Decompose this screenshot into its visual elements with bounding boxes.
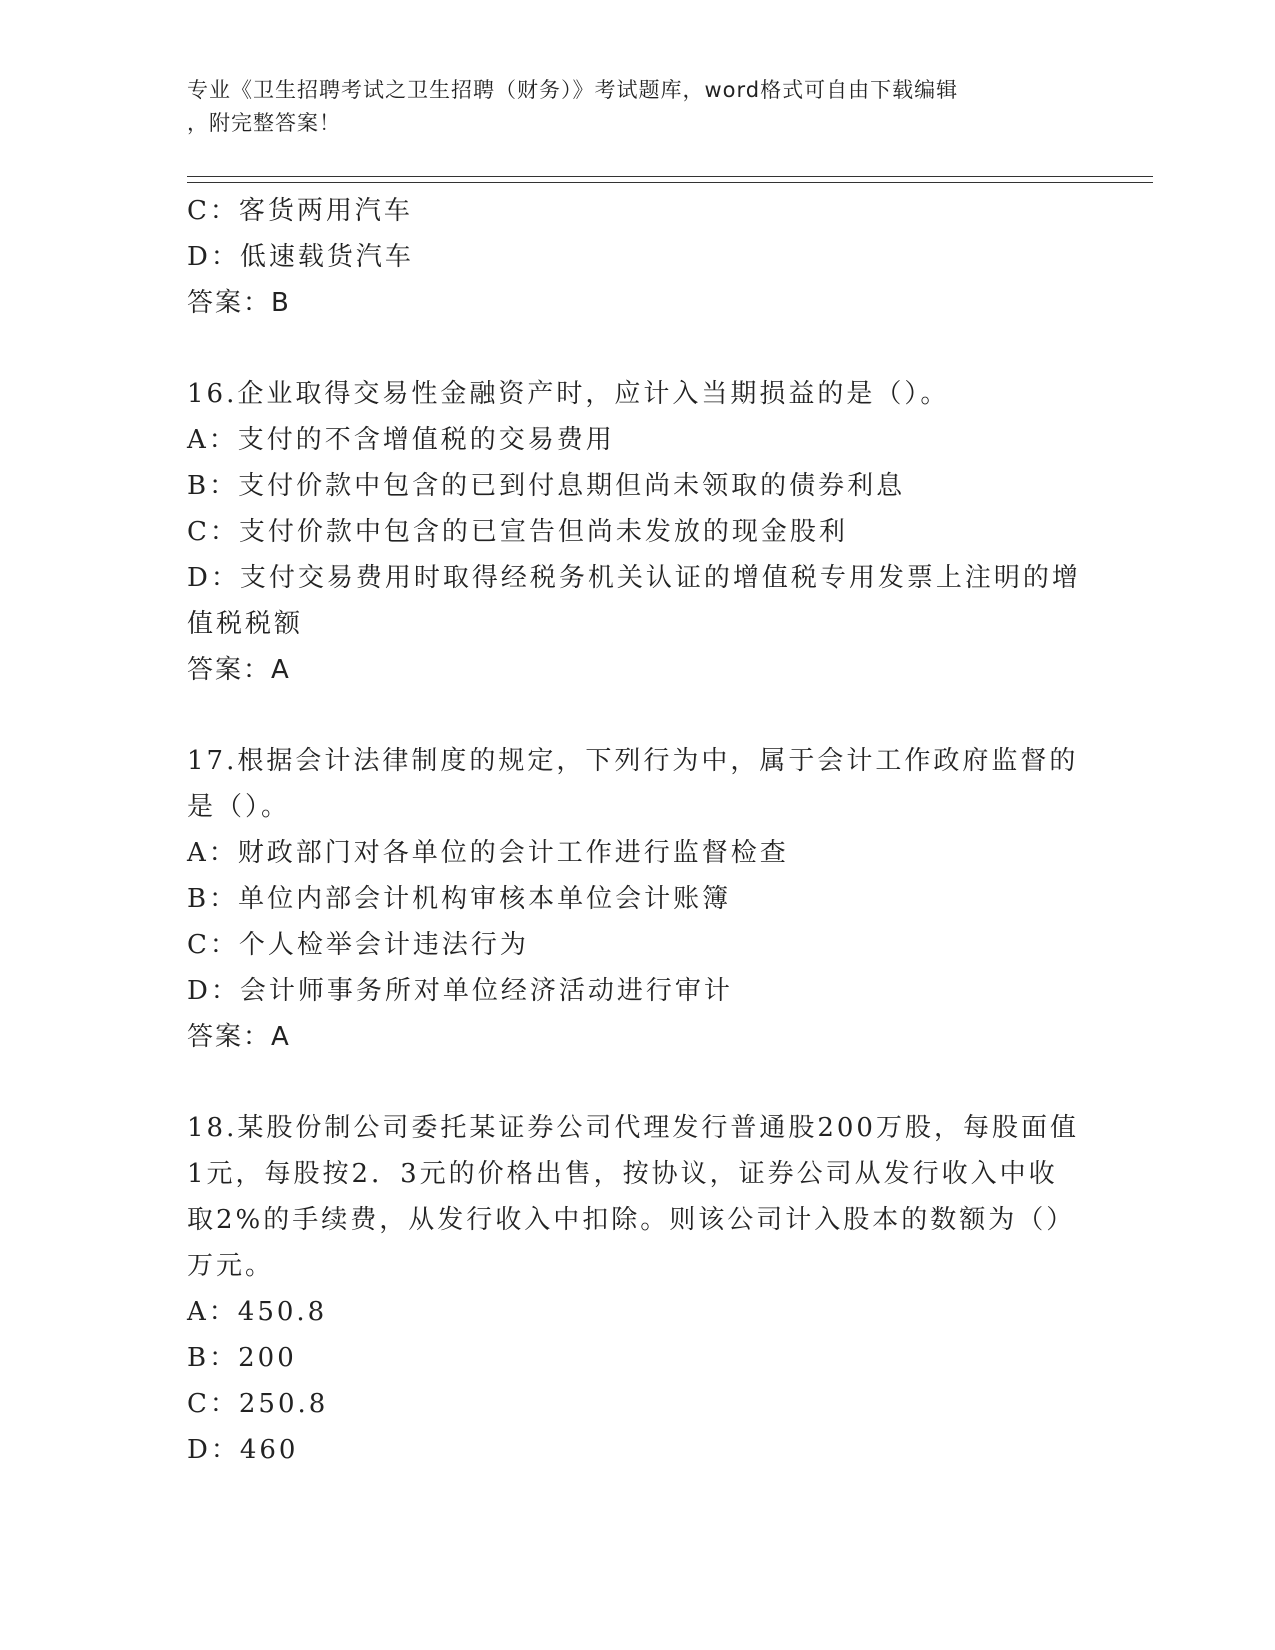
option-b: B：支付价款中包含的已到付息期但尚未领取的债券利息 <box>187 471 906 501</box>
option-c: C：250.8 <box>187 1389 329 1419</box>
question-stem-continued: 取2%的手续费，从发行收入中扣除。则该公司计入股本的数额为（） <box>187 1205 1076 1235</box>
question-content <box>187 188 1087 1473</box>
option-a: A：支付的不含增值税的交易费用 <box>187 425 615 455</box>
answer-line: 答案：A <box>187 655 291 685</box>
answer-line: 答案：B <box>187 288 291 318</box>
header-divider-bottom <box>187 182 1153 183</box>
option-c: C：个人检举会计违法行为 <box>187 930 529 960</box>
option-b: B：单位内部会计机构审核本单位会计账簿 <box>187 884 732 914</box>
question-stem: 18.某股份制公司委托某证券公司代理发行普通股200万股，每股面值 <box>187 1113 1079 1143</box>
question-17 <box>187 738 1087 1060</box>
option-d-continued: 值税税额 <box>187 609 304 639</box>
option-c: C：支付价款中包含的已宣告但尚未发放的现金股利 <box>187 517 848 547</box>
question-stem-continued: 1元，每股按2．3元的价格出售，按协议，证券公司从发行收入中收 <box>187 1159 1058 1189</box>
option-d: D：低速载货汽车 <box>187 242 414 272</box>
question-stem: 16.企业取得交易性金融资产时，应计入当期损益的是（）。 <box>187 379 950 409</box>
header-divider-top <box>187 176 1153 177</box>
question-16 <box>187 371 1087 693</box>
question-stem-continued: 是（）。 <box>187 792 291 822</box>
option-a: A：财政部门对各单位的会计工作进行监督检查 <box>187 838 789 868</box>
option-d: D：会计师事务所对单位经济活动进行审计 <box>187 976 733 1006</box>
question-18 <box>187 1105 1087 1473</box>
option-a: A：450.8 <box>187 1297 328 1327</box>
question-stem: 17.根据会计法律制度的规定，下列行为中，属于会计工作政府监督的 <box>187 746 1079 776</box>
option-d: D：460 <box>187 1435 299 1465</box>
question-stem-continued: 万元。 <box>187 1251 275 1281</box>
option-b: B：200 <box>187 1343 297 1373</box>
document-header <box>187 74 1067 140</box>
header-line-2: ，附完整答案！ <box>187 111 341 135</box>
answer-line: 答案：A <box>187 1022 291 1052</box>
option-d: D：支付交易费用时取得经税务机关认证的增值税专用发票上注明的增 <box>187 563 1081 593</box>
header-line-1: 专业《卫生招聘考试之卫生招聘（财务）》考试题库，word格式可自由下载编辑 <box>187 78 959 102</box>
option-c: C：客货两用汽车 <box>187 196 413 226</box>
